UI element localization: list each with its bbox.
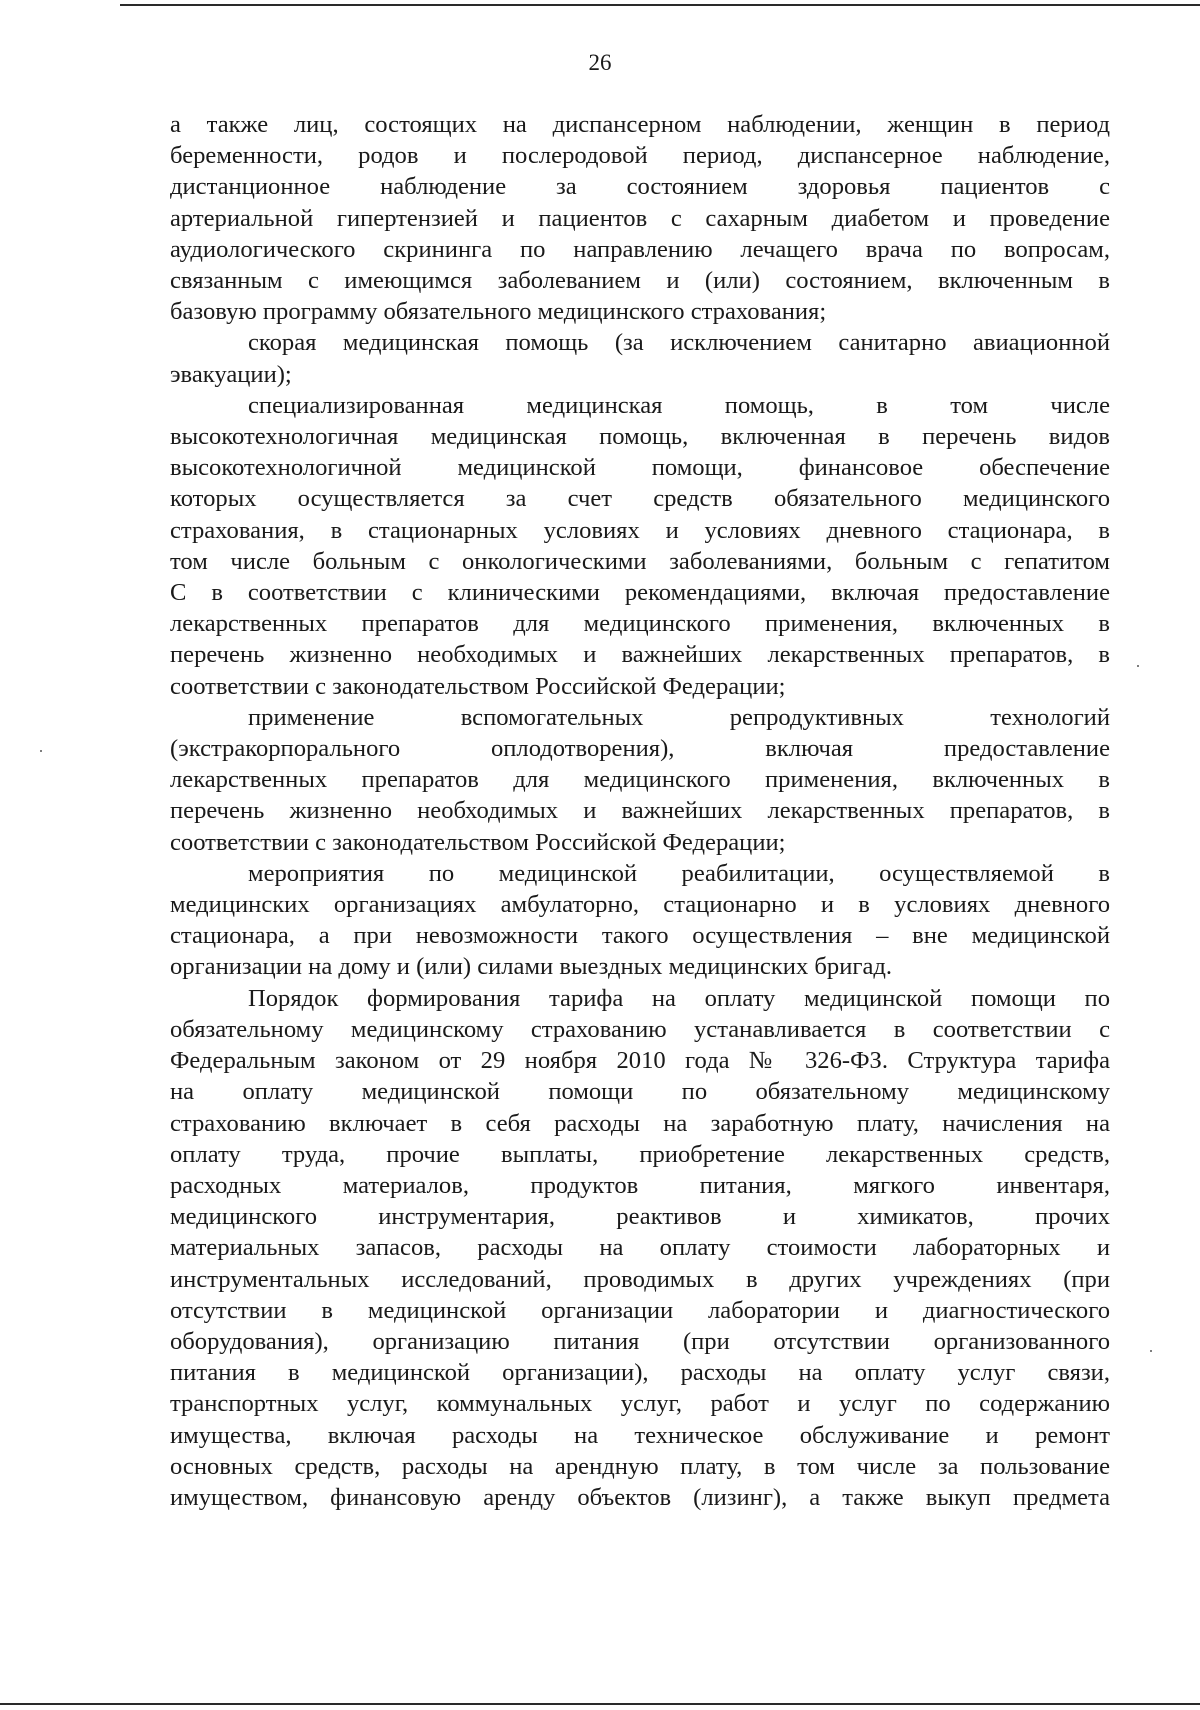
text-line: беременности, родов и послеродовой период, диспансерное наблюдение, (170, 142, 1110, 170)
scan-speck (1137, 665, 1139, 667)
text-line: медицинского инструментария, реактивов и химикатов, прочих (170, 1203, 1110, 1231)
text-line: медицинских организациях амбулаторно, стационарно и в условиях дневного (170, 891, 1110, 919)
text-line: высокотехнологичная медицинская помощь, включенная в перечень видов (170, 423, 1110, 451)
text-line: на оплату медицинской помощи по обязательному медицинскому (170, 1078, 1110, 1106)
text-line: специализированная медицинская помощь, в том числе (248, 391, 1110, 419)
text-line: лекарственных препаратов для медицинского применения, включенных в (170, 766, 1110, 794)
paragraph-reproductive-technologies (170, 702, 1110, 858)
text-line: стационара, а при невозможности такого осуществления – вне медицинской (170, 922, 1110, 950)
text-line: транспортных услуг, коммунальных услуг, работ и услуг по содержанию (170, 1390, 1110, 1418)
text-line: имущества, включая расходы на техническое обслуживание и ремонт (170, 1421, 1110, 1449)
text-line: артериальной гипертензией и пациентов с сахарным диабетом и проведение (170, 204, 1110, 232)
text-line: имуществом, финансовую аренду объектов (лизинг), а также выкуп предмета (170, 1483, 1110, 1511)
text-line: расходных материалов, продуктов питания, мягкого инвентаря, (170, 1171, 1110, 1199)
text-line: высокотехнологичной медицинской помощи, финансовое обеспечение (170, 454, 1110, 482)
text-line: инструментальных исследований, проводимых в других учреждениях (при (170, 1265, 1110, 1293)
text-line: (экстракорпорального оплодотворения), включая предоставление (170, 735, 1110, 763)
text-line: материальных запасов, расходы на оплату стоимости лабораторных и (170, 1234, 1110, 1262)
text-line: мероприятия по медицинской реабилитации, осуществляемой в (248, 859, 1110, 887)
text-line: которых осуществляется за счет средств обязательного медицинского (170, 485, 1110, 513)
paragraph-tariff-structure (170, 983, 1110, 1513)
text-line: перечень жизненно необходимых и важнейших лекарственных препаратов, в (170, 797, 1110, 825)
text-line: основных средств, расходы на арендную плату, в том числе за пользование (170, 1452, 1110, 1480)
text-line: питания в медицинской организации), расходы на оплату услуг связи, (170, 1359, 1110, 1387)
text-line: соответствии с законодательством Российской Федерации; (170, 672, 786, 700)
document-body (170, 109, 1110, 1513)
text-line: оборудования), организацию питания (при отсутствии организованного (170, 1327, 1110, 1355)
text-line: соответствии с законодательством Российской Федерации; (170, 828, 786, 856)
text-line: С в соответствии с клиническими рекомендациями, включая предоставление (170, 579, 1110, 607)
text-line: организации на дому и (или) силами выездных медицинских бригад. (170, 953, 893, 981)
page-number: 26 (588, 50, 612, 75)
scan-border-bottom (0, 1703, 1200, 1705)
text-line: дистанционное наблюдение за состоянием здоровья пациентов с (170, 173, 1110, 201)
scan-speck (1150, 1350, 1152, 1352)
paragraph-diagnostic-observation (170, 109, 1110, 327)
text-line: аудиологического скрининга по направлению лечащего врача по вопросам, (170, 235, 1110, 263)
text-line: том числе больным с онкологическими заболеваниями, больным с гепатитом (170, 547, 1110, 575)
text-line: применение вспомогательных репродуктивных технологий (248, 703, 1110, 731)
paragraph-emergency-care (170, 327, 1110, 389)
text-line: обязательному медицинскому страхованию устанавливается в соответствии с (170, 1015, 1110, 1043)
paragraph-specialized-care (170, 390, 1110, 702)
text-line: Федеральным законом от 29 ноября 2010 года № 326-ФЗ. Структура тарифа (170, 1047, 1110, 1075)
text-line: отсутствии в медицинской организации лаборатории и диагностического (170, 1296, 1110, 1324)
scan-border-top (120, 4, 1200, 6)
text-line: а также лиц, состоящих на диспансерном наблюдении, женщин в период (170, 111, 1110, 138)
text-line: страхованию включает в себя расходы на заработную плату, начисления на (170, 1109, 1110, 1137)
paragraph-rehabilitation (170, 858, 1110, 983)
text-line: связанным с имеющимся заболеванием и (или) состоянием, включенным в (170, 267, 1110, 295)
text-line: эвакуации); (170, 360, 292, 388)
text-line: Порядок формирования тарифа на оплату медицинской помощи по (248, 984, 1110, 1012)
text-line: лекарственных препаратов для медицинского применения, включенных в (170, 610, 1110, 638)
scan-speck (40, 750, 42, 752)
text-line: базовую программу обязательного медицинского страхования; (170, 298, 827, 326)
text-line: страхования, в стационарных условиях и условиях дневного стационара, в (170, 516, 1110, 544)
text-line: оплату труда, прочие выплаты, приобретение лекарственных средств, (170, 1140, 1110, 1168)
text-line: скорая медицинская помощь (за исключением санитарно авиационной (248, 329, 1110, 357)
text-line: перечень жизненно необходимых и важнейших лекарственных препаратов, в (170, 641, 1110, 669)
